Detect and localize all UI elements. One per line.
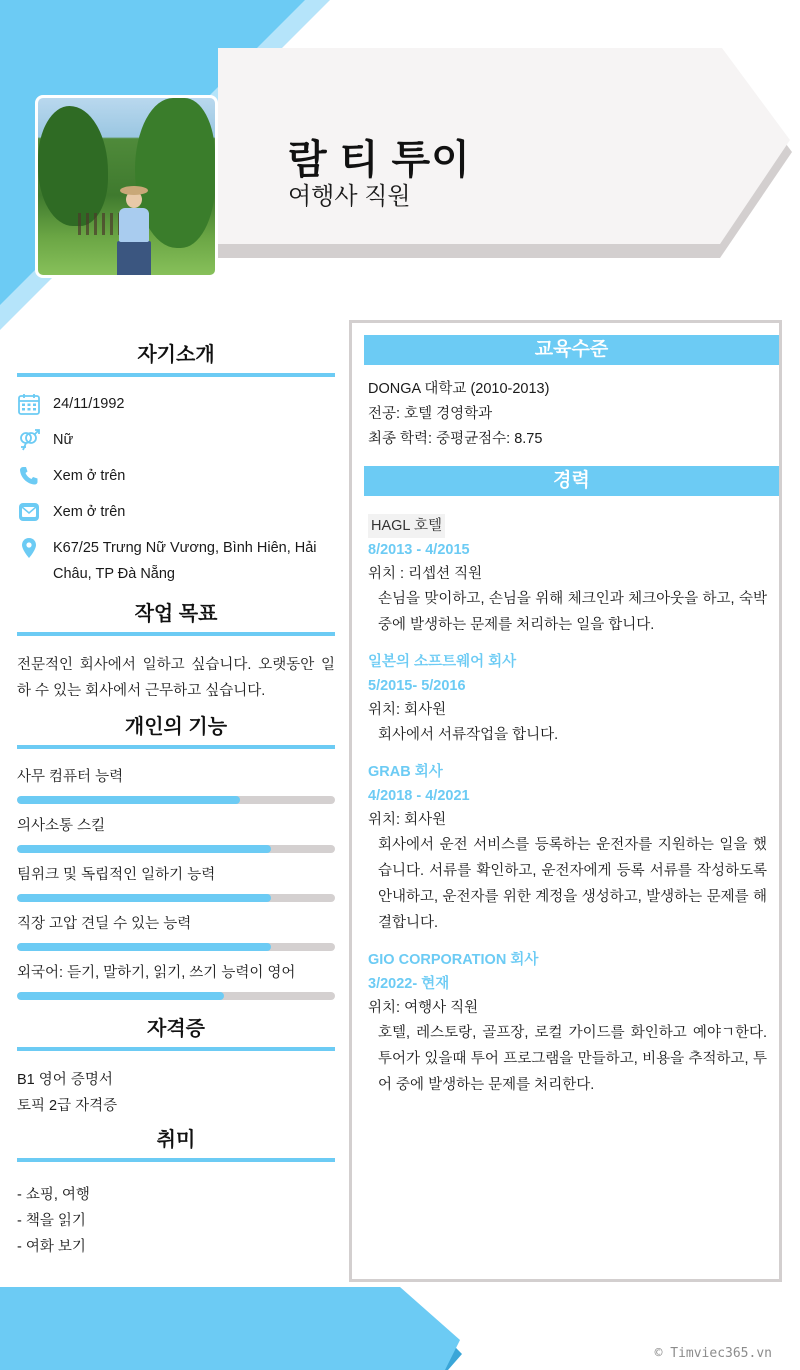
hobby-item: - 책을 읽기 — [17, 1213, 86, 1229]
location-icon — [17, 536, 41, 560]
company-name: 일본의 소프트웨어 회사 — [368, 654, 517, 670]
hobby-item: - 쇼핑, 여행 — [17, 1187, 90, 1203]
contact-list — [17, 391, 335, 587]
work-role: 위치: 회사원 — [368, 812, 447, 828]
work-period: 5/2015- 5/2016 — [368, 678, 466, 694]
candidate-name: 람 티 투이 — [288, 138, 471, 182]
left-column — [17, 338, 335, 1260]
skill-bar — [17, 796, 335, 804]
intro-title: 자기소개 — [17, 338, 335, 377]
skill-bar-fill — [17, 845, 271, 853]
certificates-title: 자격증 — [17, 1012, 335, 1051]
bottom-band — [0, 1287, 460, 1370]
experience-item — [368, 948, 767, 1098]
watermark: © Timviec365.vn — [654, 1346, 772, 1361]
skill-bar-fill — [17, 992, 224, 1000]
hobby-item: - 여화 보기 — [17, 1239, 86, 1255]
experience-title: 경력 — [364, 466, 779, 496]
work-description: 손님을 맞이하고, 손님을 위해 체크인과 체크아웃을 하고, 숙박 중에 발생하는 문제를 처리하는 일을 합니다. — [378, 591, 767, 633]
certificates-list — [17, 1067, 335, 1119]
work-period: 3/2022- 현재 — [368, 976, 450, 992]
work-description: 호텔, 레스토랑, 골프장, 로컬 가이드를 화인하고 예야ㄱ한다. 투어가 있을때 투어 프로그램을 만들하고, 비용을 추적하고, 투어 중에 발생하는 문제를 처리한다. — [378, 1025, 767, 1093]
skill-bar — [17, 943, 335, 951]
contact-email: Xem ở trên — [17, 499, 335, 525]
skill-item: 의사소통 스킬 — [17, 816, 335, 853]
email-icon — [17, 500, 41, 524]
skill-bar — [17, 845, 335, 853]
certificate-item: B1 영어 증명서 — [17, 1072, 113, 1088]
work-description: 회사에서 운전 서비스를 등록하는 운전자를 지원하는 일을 했습니다. 서류를 확인하고, 운전자에게 등록 서류를 작성하도록 안내하고, 운전자를 위한 계정을 생성하고, 발생하는 문제를 해결합니다. — [378, 837, 767, 931]
skill-bar — [17, 992, 335, 1000]
skill-item: 직장 고압 견딜 수 있는 능력 — [17, 914, 335, 951]
candidate-job-title: 여행사 직원 — [288, 183, 411, 210]
skill-item: 외국어: 듣기, 말하기, 읽기, 쓰기 능력이 영어 — [17, 963, 335, 1000]
certificate-item: 토픽 2급 자격증 — [17, 1098, 118, 1114]
skill-item: 사무 컴퓨터 능력 — [17, 767, 335, 804]
work-role: 위치: 회사원 — [368, 702, 447, 718]
skill-bar-fill — [17, 943, 271, 951]
work-period: 8/2013 - 4/2015 — [368, 542, 470, 558]
skill-bar — [17, 894, 335, 902]
right-column — [349, 320, 782, 1282]
work-period: 4/2018 - 4/2021 — [368, 788, 470, 804]
calendar-icon — [17, 392, 41, 416]
work-role: 위치: 여행사 직원 — [368, 1000, 479, 1016]
hobbies-list — [17, 1182, 335, 1260]
skills-title: 개인의 기능 — [17, 710, 335, 749]
education-title: 교육수준 — [364, 335, 779, 365]
skill-item: 팀위크 및 독립적인 일하기 능력 — [17, 865, 335, 902]
education-major: 전공: 호텔 경영학과 — [368, 406, 493, 422]
hobbies-title: 취미 — [17, 1123, 335, 1162]
experience-item — [368, 650, 767, 748]
company-name: HAGL 호텔 — [368, 514, 445, 538]
experience-item — [368, 760, 767, 936]
contact-address: K67/25 Trưng Nữ Vương, Bình Hiên, Hải Châu, TP Đà Nẵng — [17, 535, 335, 587]
work-description: 회사에서 서류작업을 합니다. — [378, 727, 559, 743]
gender-icon — [17, 428, 41, 452]
phone-icon — [17, 464, 41, 488]
contact-gender: Nữ — [17, 427, 335, 453]
objective-text: 전문적인 회사에서 일하고 싶습니다. 오랫동안 일하 수 있는 회사에서 근무하고 싶습니다. — [17, 657, 335, 699]
profile-photo — [35, 95, 218, 278]
skill-bar-fill — [17, 894, 271, 902]
company-name: GRAB 회사 — [368, 764, 443, 780]
skills-list — [17, 767, 335, 1000]
company-name: GIO CORPORATION 회사 — [368, 952, 539, 968]
contact-phone: Xem ở trên — [17, 463, 335, 489]
education-school: DONGA 대학교 (2010-2013) — [368, 381, 550, 397]
education-section — [368, 377, 767, 452]
work-role: 위치 : 리셉션 직원 — [368, 566, 483, 582]
education-gpa: 최종 학력: 중평균점수: 8.75 — [368, 431, 543, 447]
skill-bar-fill — [17, 796, 240, 804]
experience-item — [368, 514, 767, 638]
contact-birthday: 24/11/1992 — [17, 391, 335, 417]
objective-title: 작업 목표 — [17, 597, 335, 636]
